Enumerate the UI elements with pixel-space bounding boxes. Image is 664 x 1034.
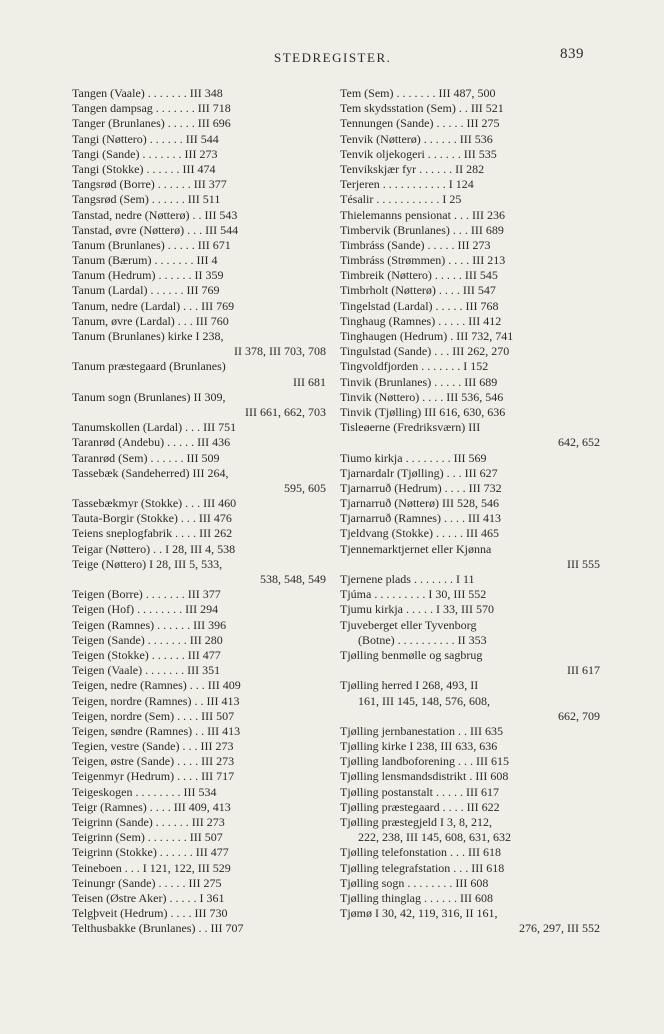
index-entry: Tinvik (Tjølling) III 616, 630, 636 bbox=[340, 404, 506, 419]
index-entry: Tassebæk (Sandeherred) III 264, bbox=[72, 465, 229, 480]
index-entry: Terjeren . . . . . . . . . . . I 124 bbox=[340, 177, 474, 192]
index-entry: Tinvik (Brunlanes) . . . . . III 689 bbox=[340, 374, 498, 389]
index-entry: Tangen (Vaale) . . . . . . . III 348 bbox=[72, 86, 223, 100]
index-entry: Teigen, nordre (Sem) . . . . III 507 bbox=[72, 708, 235, 723]
index-entry: Timbrholt (Nøtterø) . . . . III 547 bbox=[340, 283, 496, 298]
index-entry: Tanstad, øvre (Nøtterø) . . . III 544 bbox=[72, 222, 239, 237]
index-entry: Tanum (Bærum) . . . . . . . III 4 bbox=[72, 253, 218, 268]
index-entry: Taranrød (Sem) . . . . . . III 509 bbox=[72, 450, 220, 465]
index-entry: Tangi (Nøttero) . . . . . . III 544 bbox=[72, 131, 219, 146]
index-entry: 595, 605 bbox=[284, 480, 326, 495]
index-entry: Teigen (Sande) . . . . . . . III 280 bbox=[72, 632, 223, 647]
index-entry: 662, 709 bbox=[558, 708, 600, 723]
index-entry: Tjølling telegrafstation . . . III 618 bbox=[340, 860, 505, 875]
index-entry: III 661, 662, 703 bbox=[245, 404, 326, 419]
index-entry: Timbervik (Brunlanes) . . . III 689 bbox=[340, 222, 504, 237]
index-entry: Tinghaug (Ramnes) . . . . . III 412 bbox=[340, 313, 502, 328]
index-entry: 276, 297, III 552 bbox=[519, 921, 600, 936]
index-entry: Tjølling telefonstation . . . III 618 bbox=[340, 845, 501, 860]
index-entry: Tanumskollen (Lardal) . . . III 751 bbox=[72, 420, 237, 435]
index-entry: Tjølling kirke I 238, III 633, 636 bbox=[340, 739, 498, 754]
index-entry: 642, 652 bbox=[558, 435, 600, 450]
index-entry: Tauta-Borgir (Stokke) . . . III 476 bbox=[72, 511, 232, 526]
index-entry: Tjennemarktjernet eller Kjønna bbox=[340, 541, 492, 556]
index-entry: III 555 bbox=[567, 556, 600, 571]
index-entry: Tingelstad (Lardal) . . . . . III 768 bbox=[340, 298, 499, 313]
index-entry: Tangen dampsag . . . . . . . III 718 bbox=[72, 101, 231, 116]
index-entry: Teigen (Vaale) . . . . . . . III 351 bbox=[72, 663, 221, 678]
index-entry: Teige (Nøttero) I 28, III 5, 533, bbox=[72, 556, 223, 571]
index-entry: Tenvik oljekogeri . . . . . . III 535 bbox=[340, 146, 497, 161]
index-entry: Teigen, østre (Sande) . . . . III 273 bbox=[72, 754, 235, 769]
index-entry: Tjuveberget eller Tyvenborg bbox=[340, 617, 477, 632]
index-entry: Tangi (Sande) . . . . . . . III 273 bbox=[72, 146, 218, 161]
index-entry: Teigen, søndre (Ramnes) . . III 413 bbox=[72, 723, 241, 738]
index-entry: Tinghaugen (Hedrum) . III 732, 741 bbox=[340, 329, 514, 343]
index-entry: Tjølling præstegaard . . . . III 622 bbox=[340, 799, 500, 814]
index-entry: Tanum (Brunlanes) . . . . . III 671 bbox=[72, 237, 231, 252]
index-entry: III 681 bbox=[293, 374, 326, 389]
index-entry: Tjømø I 30, 42, 119, 316, II 161, bbox=[340, 906, 498, 921]
index-entry: Tingvoldfjorden . . . . . . . I 152 bbox=[340, 359, 489, 374]
index-entry: Timbráss (Strømmen) . . . . III 213 bbox=[340, 253, 506, 268]
index-entry: Teigen (Stokke) . . . . . . III 477 bbox=[72, 647, 221, 662]
index-entry: Teigenmyr (Hedrum) . . . . III 717 bbox=[72, 769, 235, 784]
index-entry: Teigrinn (Sande) . . . . . . III 273 bbox=[72, 815, 225, 829]
right-index-column bbox=[340, 86, 600, 937]
index-entry: Teineboen . . . I 121, 122, III 529 bbox=[72, 860, 231, 875]
index-entry: III 617 bbox=[567, 663, 600, 678]
index-entry: Tjølling postanstalt . . . . . III 617 bbox=[340, 784, 499, 799]
index-entry: Tanstad, nedre (Nøtterø) . . III 543 bbox=[72, 207, 238, 222]
index-entry: Telthusbakke (Brunlanes) . . III 707 bbox=[72, 921, 244, 936]
index-entry: Tjarnarruð (Hedrum) . . . . III 732 bbox=[340, 480, 502, 495]
index-entry: Tanum, nedre (Lardal) . . . III 769 bbox=[72, 298, 235, 313]
index-entry: Telgþveit (Hedrum) . . . . III 730 bbox=[72, 906, 228, 921]
index-entry: Tassebækmyr (Stokke) . . . III 460 bbox=[72, 496, 237, 511]
index-entry: Tjarnarruð (Nøtterø) III 528, 546 bbox=[340, 496, 499, 511]
index-entry: Tjølling benmølle og sagbrug bbox=[340, 647, 483, 662]
index-entry: Tjølling præstegjeld I 3, 8, 212, bbox=[340, 815, 492, 829]
index-entry: Tisleøerne (Fredriksværn) III bbox=[340, 420, 481, 435]
index-entry: Tjølling jernbanestation . . III 635 bbox=[340, 723, 503, 738]
index-entry: Teigen (Hof) . . . . . . . . III 294 bbox=[72, 602, 219, 617]
index-entry: Teigar (Nøttero) . . I 28, III 4, 538 bbox=[72, 541, 236, 556]
index-entry: 222, 238, III 145, 608, 631, 632 bbox=[358, 830, 511, 845]
index-entry: Tjeldvang (Stokke) . . . . . III 465 bbox=[340, 526, 499, 541]
index-entry: 161, III 145, 148, 576, 608, bbox=[358, 693, 490, 708]
index-entry: Thielemanns pensionat . . . III 236 bbox=[340, 207, 505, 222]
index-entry: Tenvik (Nøtterø) . . . . . . III 536 bbox=[340, 131, 493, 146]
index-entry: Tem (Sem) . . . . . . . III 487, 500 bbox=[340, 86, 496, 100]
index-entry: (Botne) . . . . . . . . . . II 353 bbox=[358, 632, 487, 647]
index-entry: Teisen (Østre Aker) . . . . . I 361 bbox=[72, 890, 225, 905]
page-header bbox=[0, 46, 664, 70]
index-entry: Tjølling herred I 268, 493, II bbox=[340, 678, 479, 693]
index-entry: Teigrinn (Stokke) . . . . . . III 477 bbox=[72, 845, 229, 860]
index-entry: Tanum præstegaard (Brunlanes) bbox=[72, 359, 226, 374]
index-entry: Tangi (Stokke) . . . . . . III 474 bbox=[72, 161, 216, 176]
left-index-column bbox=[72, 86, 326, 937]
index-entry: Tanger (Brunlanes) . . . . . III 696 bbox=[72, 116, 231, 131]
index-entry: Tem skydsstation (Sem) . . III 521 bbox=[340, 101, 504, 116]
index-entry: Tésalir . . . . . . . . . . . I 25 bbox=[340, 192, 462, 207]
index-entry: Tjernene plads . . . . . . . I 11 bbox=[340, 572, 475, 586]
index-entry: Tangsrød (Borre) . . . . . . III 377 bbox=[72, 177, 227, 192]
index-entry: II 378, III 703, 708 bbox=[234, 344, 326, 359]
index-entry: Tjúma . . . . . . . . . I 30, III 552 bbox=[340, 587, 487, 602]
index-entry: Tanum sogn (Brunlanes) II 309, bbox=[72, 389, 226, 404]
index-entry: Tennungen (Sande) . . . . . III 275 bbox=[340, 116, 500, 131]
index-entry: Taranrød (Andebu) . . . . . III 436 bbox=[72, 435, 231, 450]
index-entry: Teigeskogen . . . . . . . . III 534 bbox=[72, 784, 217, 799]
index-entry: Tiumo kirkja . . . . . . . . III 569 bbox=[340, 450, 487, 465]
index-entry: Teiens sneplogfabrik . . . . III 262 bbox=[72, 526, 233, 541]
index-entry: Timbráss (Sande) . . . . . III 273 bbox=[340, 237, 491, 252]
index-entry: Tanum (Hedrum) . . . . . . II 359 bbox=[72, 268, 224, 283]
index-entry: Tenvikskjær fyr . . . . . . II 282 bbox=[340, 161, 485, 176]
index-entry: Teigrinn (Sem) . . . . . . . III 507 bbox=[72, 830, 223, 845]
index-entry: Tjølling sogn . . . . . . . . III 608 bbox=[340, 875, 489, 890]
index-entry: Tangsrød (Sem) . . . . . . III 511 bbox=[72, 192, 221, 207]
index-entry: Teinungr (Sande) . . . . . III 275 bbox=[72, 875, 222, 890]
index-entry: Tjølling thinglag . . . . . . III 608 bbox=[340, 890, 493, 905]
index-entry: Tanum (Brunlanes) kirke I 238, bbox=[72, 329, 224, 343]
index-entry: Teigen, nordre (Ramnes) . . III 413 bbox=[72, 693, 240, 708]
index-entry: Tjarnardalr (Tjølling) . . . III 627 bbox=[340, 465, 498, 480]
index-entry: Tanum, øvre (Lardal) . . . III 760 bbox=[72, 313, 229, 328]
index-entry: Tjølling lensmandsdistrikt . III 608 bbox=[340, 769, 509, 784]
index-entry: Tanum (Lardal) . . . . . . III 769 bbox=[72, 283, 220, 298]
page-number: 839 bbox=[560, 46, 584, 62]
page-title: STEDREGISTER. bbox=[274, 50, 392, 65]
index-entry: Tingulstad (Sande) . . . III 262, 270 bbox=[340, 344, 510, 359]
index-entry: Tinvik (Nøttero) . . . . III 536, 546 bbox=[340, 389, 504, 404]
index-entry: Teigen (Ramnes) . . . . . . III 396 bbox=[72, 617, 227, 632]
index-entry: Tegien, vestre (Sande) . . . III 273 bbox=[72, 739, 234, 754]
index-entry: Teigr (Ramnes) . . . . III 409, 413 bbox=[72, 799, 231, 814]
index-entry: Teigen, nedre (Ramnes) . . . III 409 bbox=[72, 678, 241, 693]
index-entry: Tjølling landboforening . . . III 615 bbox=[340, 754, 509, 769]
index-entry: Timbreik (Nøttero) . . . . . III 545 bbox=[340, 268, 498, 283]
index-entry: Tjarnarruð (Ramnes) . . . . III 413 bbox=[340, 511, 501, 526]
index-entry: Tjumu kirkja . . . . . I 33, III 570 bbox=[340, 602, 494, 617]
index-entry: Teigen (Borre) . . . . . . . III 377 bbox=[72, 587, 221, 602]
index-entry: 538, 548, 549 bbox=[260, 572, 326, 586]
